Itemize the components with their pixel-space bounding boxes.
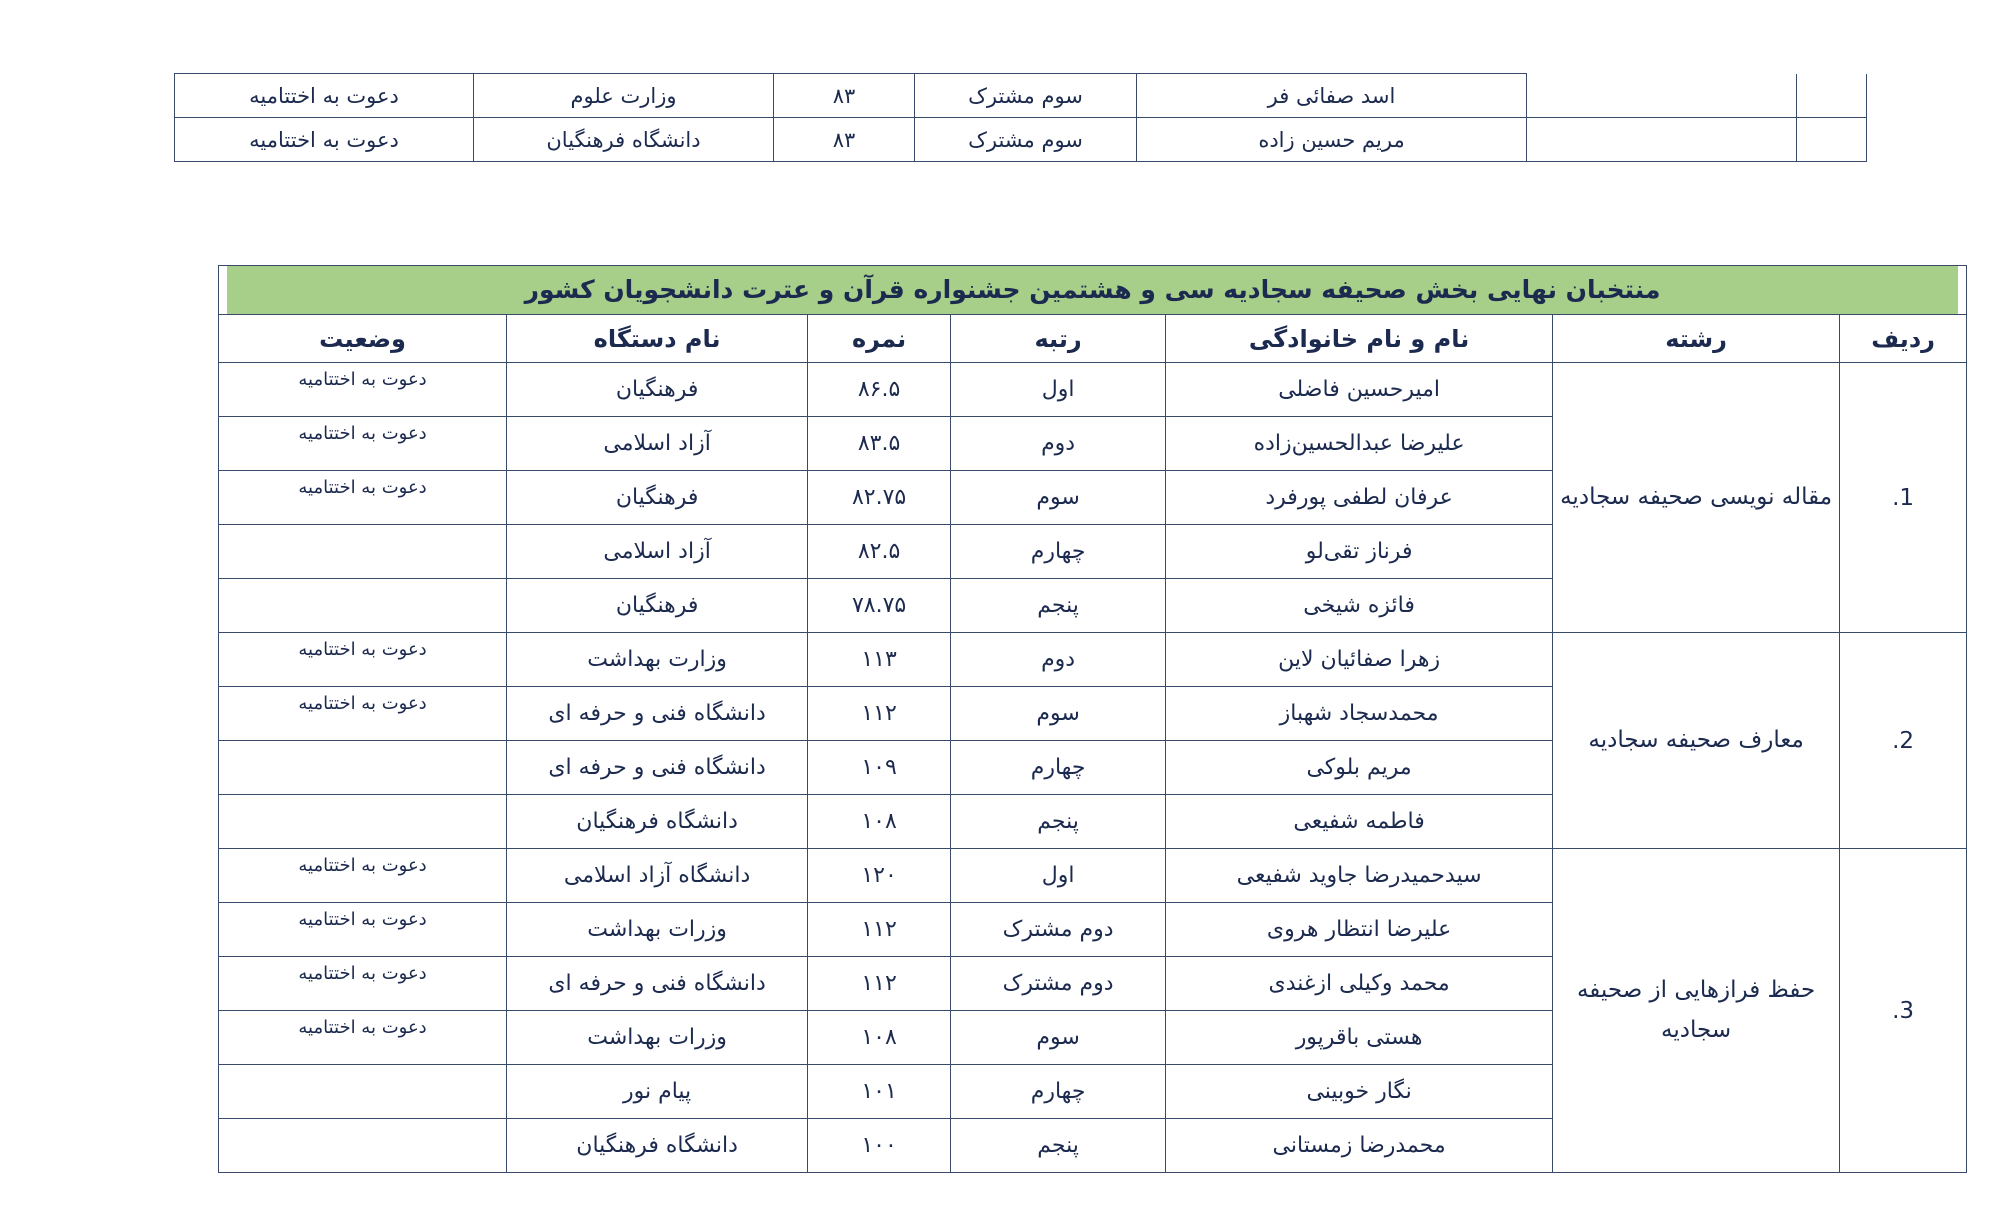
previous-results-table [174, 73, 1867, 162]
header-status: وضعیت [219, 315, 507, 363]
table-row [219, 633, 1967, 687]
status-cell: دعوت به اختتامیه [219, 957, 507, 1011]
score-cell: ۸۲.۷۵ [808, 471, 951, 525]
status-cell [219, 525, 507, 579]
name-cell: مریم بلوکی [1166, 741, 1553, 795]
institution-cell: دانشگاه فرهنگیان [507, 1119, 808, 1173]
score-cell: ۷۸.۷۵ [808, 579, 951, 633]
name-cell: عرفان لطفی پورفرد [1166, 471, 1553, 525]
name-cell: هستی باقرپور [1166, 1011, 1553, 1065]
status-cell [219, 795, 507, 849]
table-row [219, 363, 1967, 417]
score-cell: ۸۳.۵ [808, 417, 951, 471]
row-number-cell: 2. [1840, 633, 1967, 849]
table-title-row [219, 266, 1967, 315]
header-name: نام و نام خانوادگی [1166, 315, 1553, 363]
rank-cell: دوم [951, 633, 1166, 687]
field-cell: مقاله نویسی صحیفه سجادیه [1553, 363, 1840, 633]
score-cell: ۱۱۳ [808, 633, 951, 687]
status-cell: دعوت به اختتامیه [219, 1011, 507, 1065]
name-cell: امیرحسین فاضلی [1166, 363, 1553, 417]
institution-cell: دانشگاه فنی و حرفه ای [507, 957, 808, 1011]
institution-cell: فرهنگیان [507, 579, 808, 633]
rank-cell: چهارم [951, 741, 1166, 795]
score-cell: ۱۰۸ [808, 1011, 951, 1065]
rank-cell: سوم [951, 471, 1166, 525]
score-cell: ۸۶.۵ [808, 363, 951, 417]
rank-cell: سوم مشترک [915, 118, 1137, 162]
name-cell: فاطمه شفیعی [1166, 795, 1553, 849]
header-row-number: ردیف [1840, 315, 1967, 363]
rank-cell: اول [951, 363, 1166, 417]
institution-cell: دانشگاه فنی و حرفه ای [507, 741, 808, 795]
score-cell: ۱۰۸ [808, 795, 951, 849]
name-cell: اسد صفائی فر [1137, 74, 1527, 118]
row-number-cell: 1. [1840, 363, 1967, 633]
score-cell: ۱۰۹ [808, 741, 951, 795]
status-cell: دعوت به اختتامیه [219, 849, 507, 903]
name-cell: محمد وکیلی ازغندی [1166, 957, 1553, 1011]
table-row [219, 849, 1967, 903]
score-cell: ۱۲۰ [808, 849, 951, 903]
finalists-table [218, 265, 1967, 1173]
table-row [175, 118, 1867, 162]
field-cell [1527, 74, 1797, 118]
institution-cell: فرهنگیان [507, 471, 808, 525]
institution-cell: وزرات بهداشت [507, 903, 808, 957]
header-field: رشته [1553, 315, 1840, 363]
header-institution: نام دستگاه [507, 315, 808, 363]
status-cell [219, 741, 507, 795]
institution-cell: دانشگاه فرهنگیان [474, 118, 774, 162]
status-cell [219, 1065, 507, 1119]
table-title: منتخبان نهایی بخش صحیفه سجادیه سی و هشتمین جشنواره قرآن و عترت دانشجویان کشور [227, 266, 1958, 314]
status-cell: دعوت به اختتامیه [219, 687, 507, 741]
score-cell: ۸۳ [774, 74, 915, 118]
name-cell: نگار خوبینی [1166, 1065, 1553, 1119]
rank-cell: دوم مشترک [951, 903, 1166, 957]
rank-cell: دوم [951, 417, 1166, 471]
institution-cell: فرهنگیان [507, 363, 808, 417]
rank-cell: اول [951, 849, 1166, 903]
name-cell: علیرضا انتظار هروی [1166, 903, 1553, 957]
status-cell: دعوت به اختتامیه [219, 903, 507, 957]
name-cell: فائزه شیخی [1166, 579, 1553, 633]
rank-cell: چهارم [951, 1065, 1166, 1119]
name-cell: محمدسجاد شهباز [1166, 687, 1553, 741]
rank-cell: پنجم [951, 795, 1166, 849]
field-cell: حفظ فرازهایی از صحیفه سجادیه [1553, 849, 1840, 1173]
score-cell: ۱۱۲ [808, 687, 951, 741]
name-cell: فرناز تقی‌لو [1166, 525, 1553, 579]
score-cell: ۸۳ [774, 118, 915, 162]
score-cell: ۱۱۲ [808, 957, 951, 1011]
status-cell: دعوت به اختتامیه [219, 363, 507, 417]
field-cell: معارف صحیفه سجادیه [1553, 633, 1840, 849]
score-cell: ۱۰۱ [808, 1065, 951, 1119]
rank-cell: سوم مشترک [915, 74, 1137, 118]
header-score: نمره [808, 315, 951, 363]
status-cell: دعوت به اختتامیه [219, 471, 507, 525]
row-number-cell [1797, 118, 1867, 162]
institution-cell: پیام نور [507, 1065, 808, 1119]
rank-cell: پنجم [951, 579, 1166, 633]
name-cell: علیرضا عبدالحسین‌زاده [1166, 417, 1553, 471]
table-header-row [219, 315, 1967, 363]
rank-cell: چهارم [951, 525, 1166, 579]
header-rank: رتبه [951, 315, 1166, 363]
score-cell: ۸۲.۵ [808, 525, 951, 579]
rank-cell: دوم مشترک [951, 957, 1166, 1011]
institution-cell: دانشگاه آزاد اسلامی [507, 849, 808, 903]
status-cell: دعوت به اختتامیه [219, 633, 507, 687]
rank-cell: سوم [951, 1011, 1166, 1065]
score-cell: ۱۰۰ [808, 1119, 951, 1173]
status-cell [219, 1119, 507, 1173]
institution-cell: دانشگاه فرهنگیان [507, 795, 808, 849]
row-number-cell: 3. [1840, 849, 1967, 1173]
institution-cell: وزارت بهداشت [507, 633, 808, 687]
score-cell: ۱۱۲ [808, 903, 951, 957]
field-cell [1527, 118, 1797, 162]
name-cell: محمدرضا زمستانی [1166, 1119, 1553, 1173]
status-cell: دعوت به اختتامیه [175, 118, 474, 162]
rank-cell: سوم [951, 687, 1166, 741]
status-cell: دعوت به اختتامیه [219, 417, 507, 471]
name-cell: زهرا صفائیان لاین [1166, 633, 1553, 687]
status-cell [219, 579, 507, 633]
institution-cell: آزاد اسلامی [507, 417, 808, 471]
institution-cell: آزاد اسلامی [507, 525, 808, 579]
status-cell: دعوت به اختتامیه [175, 74, 474, 118]
institution-cell: وزارت علوم [474, 74, 774, 118]
name-cell: مریم حسین زاده [1137, 118, 1527, 162]
row-number-cell [1797, 74, 1867, 118]
institution-cell: وزرات بهداشت [507, 1011, 808, 1065]
name-cell: سیدحمیدرضا جاوید شفیعی [1166, 849, 1553, 903]
table-row [175, 74, 1867, 118]
institution-cell: دانشگاه فنی و حرفه ای [507, 687, 808, 741]
rank-cell: پنجم [951, 1119, 1166, 1173]
